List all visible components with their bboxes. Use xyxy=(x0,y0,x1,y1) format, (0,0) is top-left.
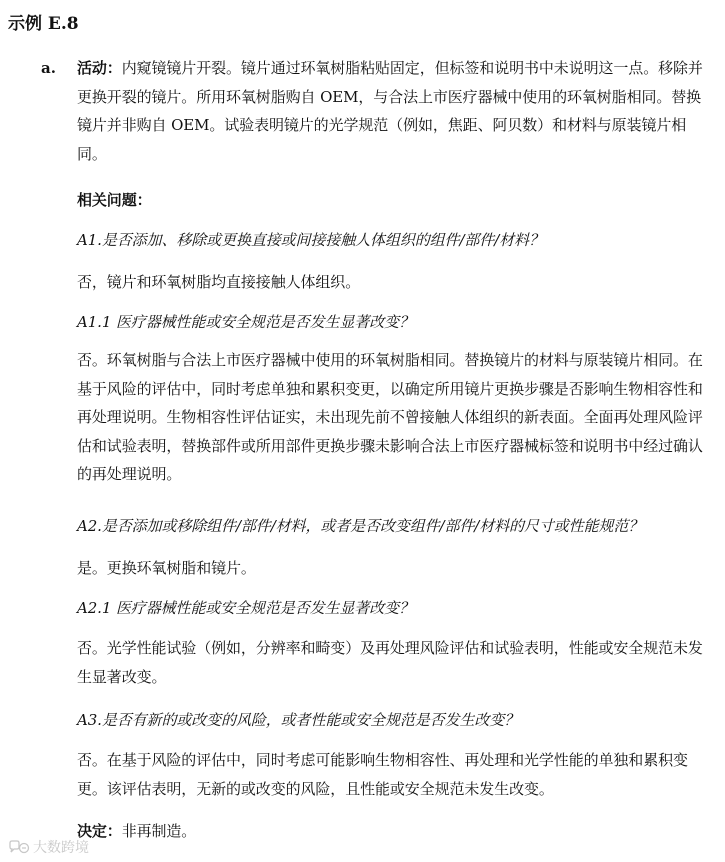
watermark-text: 大数跨境 xyxy=(33,840,89,856)
question-a2: A2.是否添加或移除组件/部件/材料，或者是否改变组件/部件/材料的尺寸或性能规范？ xyxy=(77,517,644,535)
activity-text: 内窥镜镜片开裂。镜片通过环氧树脂粘贴固定，但标签和说明书中未说明这一点。移除并更换开裂的镜片。所用环氧树脂购自 OEM，与合法上市医疗器械中使用的环氧树脂相同。替换镜片并非购自 OEM。试验表明镜片的光学规范（例如，焦距、阿贝数）和材料与原装镜片相同。 xyxy=(77,59,703,163)
related-questions-heading: 相关问题： xyxy=(77,191,152,209)
question-a1: A1.是否添加、移除或更换直接或间接接触人体组织的组件/部件/材料？ xyxy=(77,231,544,249)
watermark xyxy=(8,838,89,858)
decision-paragraph xyxy=(77,817,709,846)
item-marker: a. xyxy=(41,59,56,77)
answer-a2-1: 否。光学性能试验（例如，分辨率和畸变）及再处理风险评估和试验表明，性能或安全规范未发生显著改变。 xyxy=(77,639,703,686)
decision-label: 决定： xyxy=(77,822,122,840)
example-title: 示例 E.8 xyxy=(8,14,79,34)
activity-label: 活动： xyxy=(77,59,122,77)
answer-a3: 否。在基于风险的评估中，同时考虑可能影响生物相容性、再处理和光学性能的单独和累积变更。该评估表明，无新的或改变的风险，且性能或安全规范未发生改变。 xyxy=(77,751,688,798)
activity-paragraph xyxy=(77,54,709,168)
question-a1-1: A1.1 医疗器械性能或安全规范是否发生显著改变？ xyxy=(77,313,414,331)
answer-a1-1: 否。环氧树脂与合法上市医疗器械中使用的环氧树脂相同。替换镜片的材料与原装镜片相同。在基于风险的评估中，同时考虑单独和累积变更，以确定所用镜片更换步骤是否影响生物相容性和再处理说明。生物相容性评估证实，未出现先前不曾接触人体组织的新表面。全面再处理风险评估和试验表明，替换部件或所用部件更换步骤未影响合法上市医疗器械标签和说明书中经过确认的再处理说明。 xyxy=(77,351,703,483)
question-a3: A3.是否有新的或改变的风险，或者性能或安全规范是否发生改变？ xyxy=(77,711,520,729)
answer-a1: 否，镜片和环氧树脂均直接接触人体组织。 xyxy=(77,273,361,291)
answer-a2: 是。更换环氧树脂和镜片。 xyxy=(77,559,256,577)
watermark-logo-icon xyxy=(8,840,30,856)
decision-text: 非再制造。 xyxy=(121,822,197,840)
question-a2-1: A2.1 医疗器械性能或安全规范是否发生显著改变？ xyxy=(77,599,414,617)
